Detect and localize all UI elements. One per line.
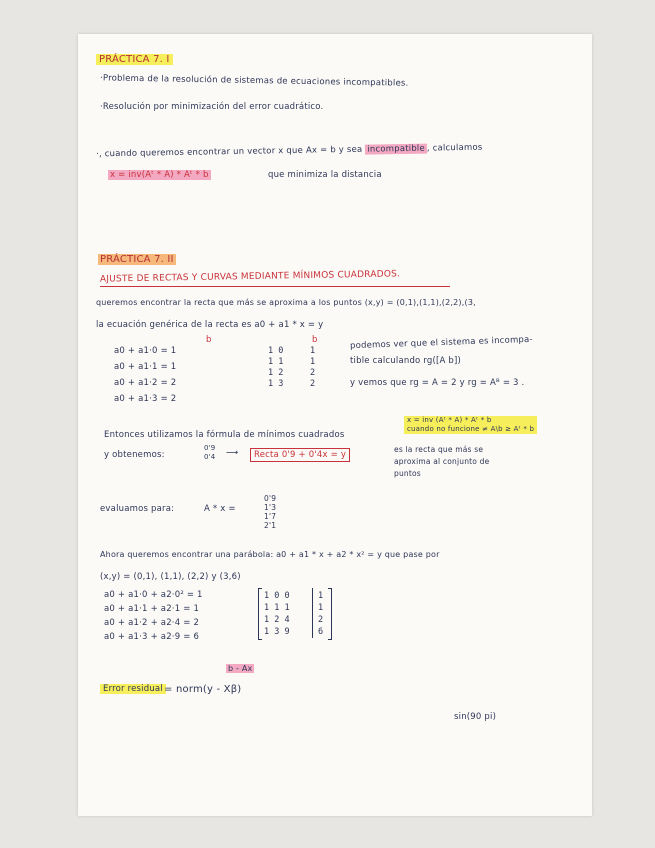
eval-label: evaluamos para: bbox=[100, 504, 175, 514]
eq-line-3: a0 + a1·2 = 2 bbox=[114, 378, 177, 388]
line-entonces: Entonces utilizamos la fórmula de mínimos cuadrados bbox=[104, 430, 345, 440]
line-parabola: Ahora queremos encontrar una parábola: a0 + a1 * x + a2 * x² = y que pase por bbox=[100, 550, 440, 559]
line-incompatible: ·, cuando queremos encontrar un vector x que Ax = b y sea incompatible , calculamos bbox=[95, 142, 483, 160]
line-obtenemos: y obtenemos: bbox=[104, 450, 165, 460]
label-b-minus-ax: b - Ax bbox=[228, 664, 253, 673]
section-title-1: PRÁCTICA 7. I bbox=[96, 54, 173, 65]
eq-line-2: a0 + a1·1 = 1 bbox=[114, 362, 177, 372]
line-problem: ·Problema de la resolución de sistemas de ecuaciones incompatibles. bbox=[99, 73, 409, 89]
matrix-A2: 1 0 0 1 1 1 1 2 4 1 3 9 bbox=[264, 591, 290, 637]
recta-note: es la recta que más se aproxima al conjunto de puntos bbox=[394, 445, 490, 478]
line-queremos-recta: queremos encontrar la recta que más se aproxima a los puntos (x,y) = (0,1),(1,1),(2,2),(3, bbox=[96, 298, 476, 307]
vector-b: 1 1 2 2 bbox=[310, 346, 316, 389]
note-incompatible-2: tible calculando rg([A b]) bbox=[350, 356, 462, 366]
sin-note: sin(90 pi) bbox=[454, 712, 497, 722]
eq-line-4: a0 + a1·3 = 2 bbox=[114, 394, 177, 404]
line-puntos: (x,y) = (0,1), (1,1), (2,2) y (3,6) bbox=[100, 572, 241, 582]
eval-values: 0'9 1'3 1'7 2'1 bbox=[264, 494, 277, 530]
error-residual-expr: = norm(y - Xβ) bbox=[164, 684, 242, 695]
eval-expr: A * x = bbox=[204, 504, 236, 514]
subtitle-ajuste: AJUSTE DE RECTAS Y CURVAS MEDIANTE MÍNIMOS CUADRADOS. bbox=[99, 269, 401, 285]
arrow-icon: ⟶ bbox=[226, 448, 239, 458]
vector-b2: 1 1 2 6 bbox=[318, 591, 324, 637]
peq-line-4: a0 + a1·3 + a2·9 = 6 bbox=[104, 632, 200, 642]
b-label-2: b bbox=[312, 335, 318, 345]
coefficients: 0'9 0'4 bbox=[204, 444, 216, 461]
error-residual-label: Error residual bbox=[100, 684, 166, 694]
recta-result: Recta 0'9 + 0'4x = y bbox=[250, 450, 350, 460]
notebook-page bbox=[78, 34, 592, 816]
note-incompatible-1: podemos ver que el sistema es incompa- bbox=[349, 334, 533, 352]
line-minimizes: que minimiza la distancia bbox=[268, 170, 382, 180]
b-label-1: b bbox=[206, 335, 212, 345]
peq-line-1: a0 + a1·0 + a2·0² = 1 bbox=[104, 590, 203, 600]
line-resolution: ·Resolución por minimización del error cuadrático. bbox=[100, 102, 324, 112]
peq-line-2: a0 + a1·1 + a2·1 = 1 bbox=[104, 604, 200, 614]
matrix-bracket-right bbox=[328, 588, 332, 640]
matrix-bracket-left bbox=[258, 588, 262, 640]
augmented-divider bbox=[312, 588, 313, 638]
formula-least-squares: x = inv(Aᵗ * A) * Aᵗ * b bbox=[110, 170, 209, 180]
matrix-A: 1 0 1 1 1 2 1 3 bbox=[268, 346, 284, 389]
note-rank: y vemos que rg = A = 2 y rg = Aᴮ = 3 . bbox=[350, 378, 525, 388]
peq-line-3: a0 + a1·2 + a2·4 = 2 bbox=[104, 618, 200, 628]
eq-line-1: a0 + a1·0 = 1 bbox=[114, 346, 177, 356]
section-title-2: PRÁCTICA 7. II bbox=[100, 254, 174, 265]
subtitle-underline bbox=[100, 286, 450, 287]
line-ecuacion-generica: la ecuación genérica de la recta es a0 + a1 * x = y bbox=[96, 320, 324, 330]
formula-highlight: x = inv (Aᵗ * A) * Aᵗ * b cuando no funcione ≠ A\b ≥ Aᵗ * b bbox=[404, 416, 537, 434]
